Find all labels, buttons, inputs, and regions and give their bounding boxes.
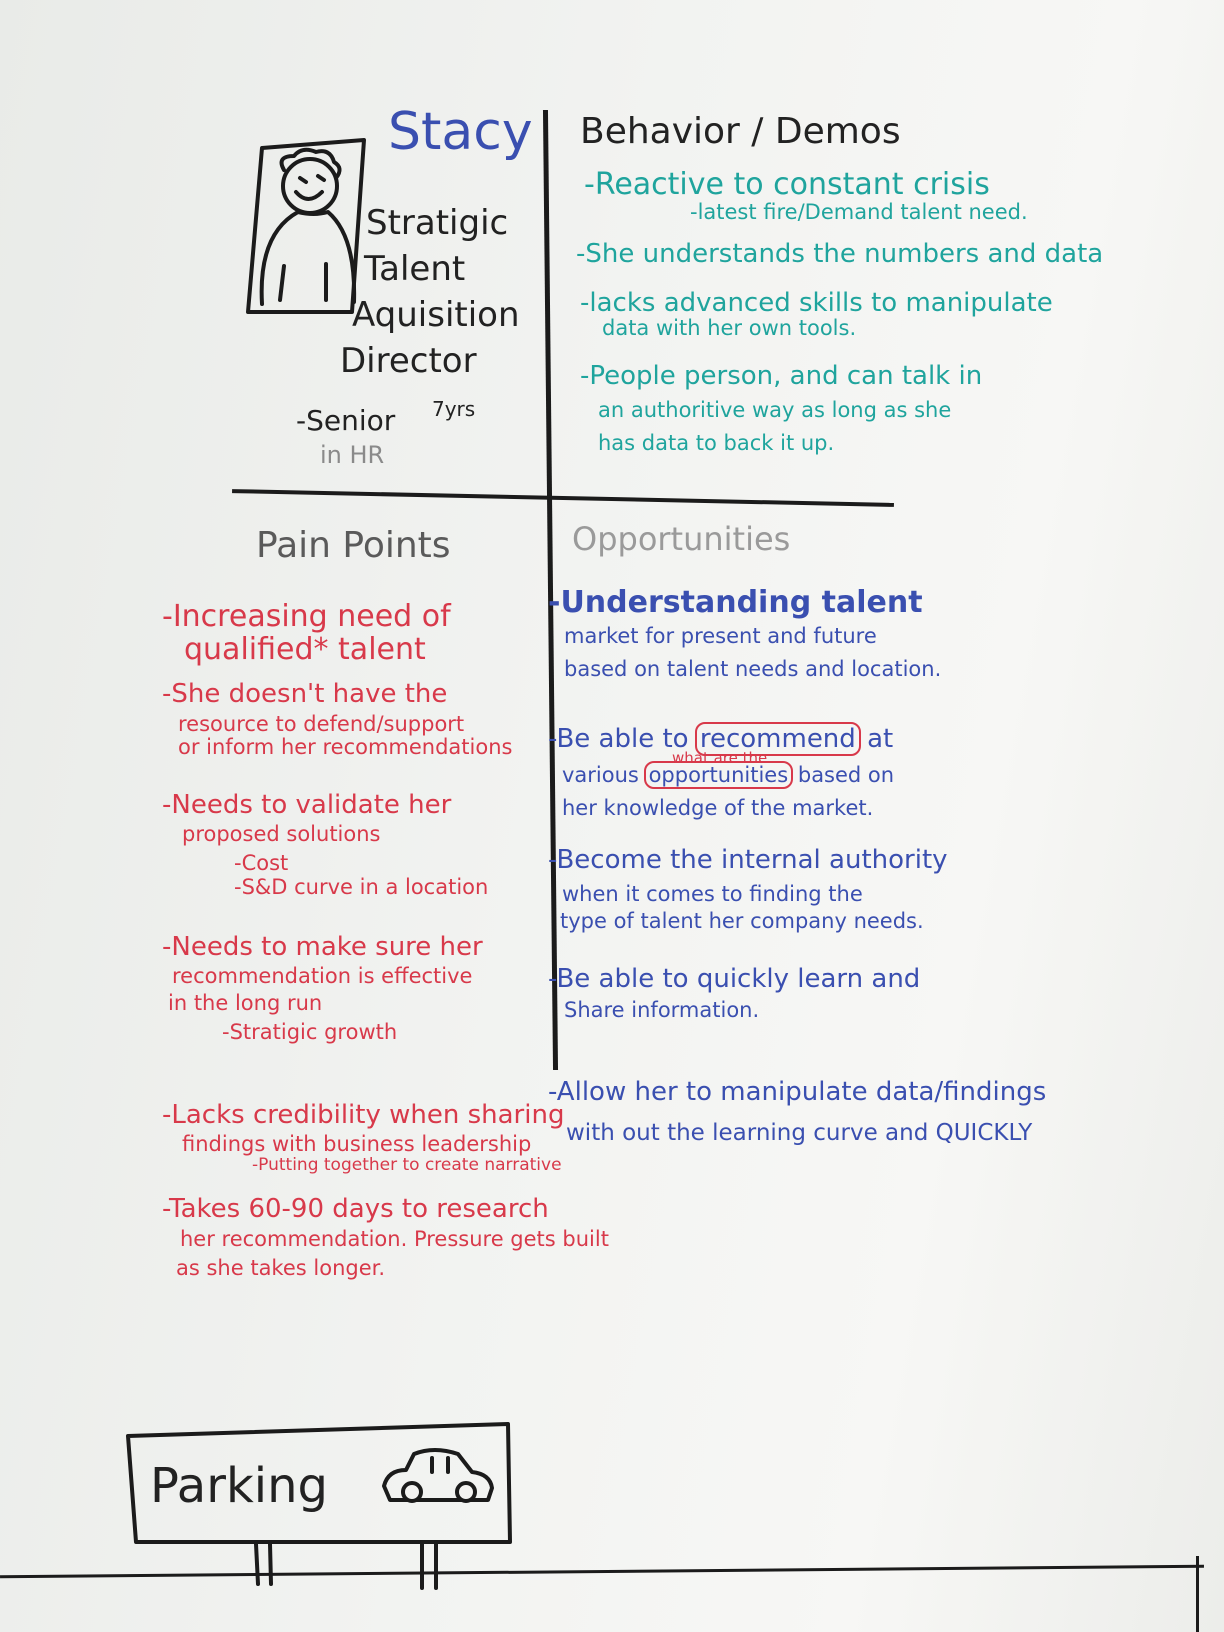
- list-item: -Be able to quickly learn and: [548, 963, 921, 994]
- list-item: -Allow her to manipulate data/findings: [548, 1077, 1047, 1108]
- list-item: resource to defend/support: [178, 711, 465, 736]
- list-item: -Cost: [234, 851, 289, 876]
- list-item: her recommendation. Pressure gets built: [180, 1226, 609, 1251]
- persona-dept: in HR: [320, 441, 385, 469]
- list-item: -She doesn't have the: [162, 679, 448, 709]
- item-text: various: [562, 762, 639, 787]
- list-item: -lacks advanced skills to manipulate: [580, 287, 1053, 318]
- list-item: with out the learning curve and QUICKLY: [566, 1120, 1033, 1147]
- item-text: -Be able to: [548, 724, 689, 755]
- parking-label: Parking: [150, 1458, 328, 1514]
- list-item: -Lacks credibility when sharing: [162, 1099, 565, 1130]
- list-item: type of talent her company needs.: [560, 908, 924, 933]
- list-item: data with her own tools.: [602, 316, 857, 341]
- list-item: qualified* talent: [184, 632, 426, 667]
- role-line: Talent: [364, 249, 466, 289]
- role-line: Director: [340, 341, 477, 381]
- persona-role: [340, 200, 520, 384]
- list-item: [548, 725, 1046, 754]
- list-item: an authoritive way as long as she: [598, 397, 952, 422]
- list-item: proposed solutions: [182, 822, 381, 847]
- list-item: -Takes 60-90 days to research: [162, 1193, 549, 1224]
- role-line: Aquisition: [352, 295, 520, 335]
- list-item: -People person, and can talk in: [580, 361, 983, 392]
- list-item: -Needs to make sure her: [162, 931, 483, 962]
- list-item: her knowledge of the market.: [562, 795, 874, 820]
- list-item: -Reactive to constant crisis: [584, 167, 990, 202]
- list-item: -Become the internal authority: [548, 844, 948, 875]
- persona-seniority: -Senior: [296, 404, 396, 437]
- opportunities-list: [548, 586, 1046, 1146]
- annotation: what are the: [672, 748, 768, 767]
- list-item: as she takes longer.: [176, 1255, 386, 1280]
- recommend-highlight: recommend: [697, 724, 859, 754]
- list-item: -Increasing need of: [162, 599, 451, 634]
- item-text: based on: [797, 762, 895, 787]
- list-item: based on talent needs and location.: [564, 657, 942, 682]
- list-item: [562, 748, 1046, 787]
- persona-years: 7yrs: [432, 397, 476, 421]
- behavior-heading: Behavior / Demos: [580, 111, 901, 152]
- list-item: -Understanding talent: [548, 585, 923, 620]
- list-item: findings with business leadership: [182, 1132, 532, 1157]
- list-item: market for present and future: [564, 624, 877, 648]
- persona-name: Stacy: [388, 102, 533, 162]
- list-item: -She understands the numbers and data: [576, 239, 1104, 270]
- pain-points-list: [162, 600, 609, 1280]
- opportunities-heading: Opportunities: [572, 520, 791, 558]
- list-item: -Putting together to create narrative: [252, 1155, 562, 1176]
- list-item: has data to back it up.: [598, 431, 835, 456]
- list-item: -S&D curve in a location: [234, 874, 489, 899]
- list-item: when it comes to finding the: [562, 881, 863, 906]
- list-item: recommendation is effective: [172, 964, 473, 989]
- list-item: Share information.: [564, 998, 760, 1023]
- list-item: -Needs to validate her: [162, 789, 452, 820]
- list-item: or inform her recommendations: [178, 734, 513, 759]
- list-item: -Stratigic growth: [222, 1020, 398, 1045]
- list-item: -latest fire/Demand talent need.: [690, 200, 1028, 224]
- pain-points-heading: Pain Points: [256, 525, 451, 566]
- item-text: at: [867, 724, 894, 755]
- role-line: Stratigic: [366, 203, 509, 243]
- list-item: in the long run: [168, 991, 323, 1016]
- behavior-list: [576, 167, 1104, 456]
- opportunities-highlight: opportunities: [646, 763, 792, 787]
